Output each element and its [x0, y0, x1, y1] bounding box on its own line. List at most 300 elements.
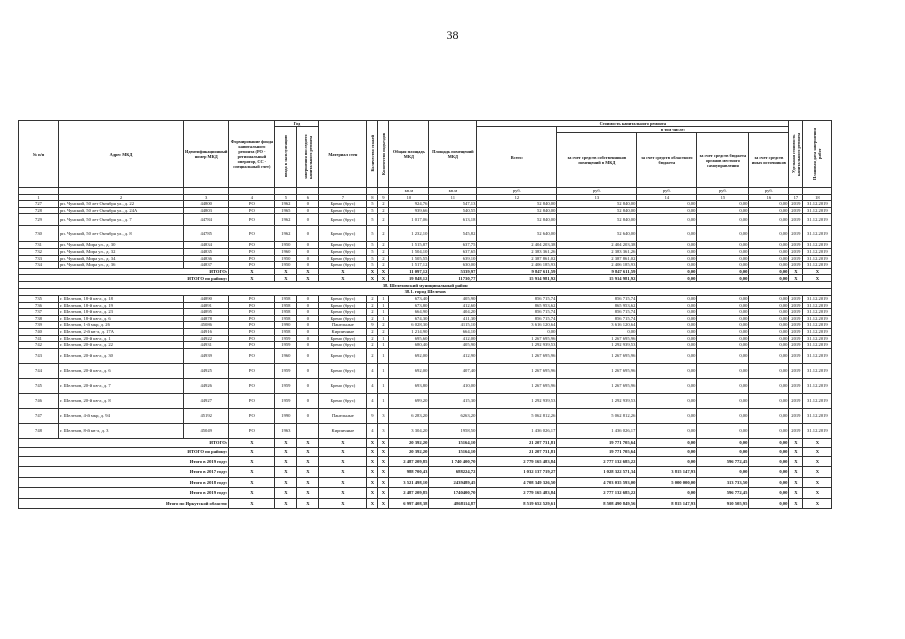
table-row	[19, 393, 832, 408]
table-cell: 0,00	[697, 226, 749, 242]
table-cell: X	[275, 438, 297, 447]
table-cell: X	[803, 456, 832, 467]
table-cell: 0,00	[637, 302, 697, 309]
table-cell: РО	[229, 295, 275, 302]
table-cell: 52 840,00	[477, 207, 557, 214]
table-cell: 0	[297, 214, 319, 226]
total-label: Итого в 2017 году:	[19, 467, 229, 478]
table-cell: 0	[297, 255, 319, 262]
table-cell: РО	[229, 255, 275, 262]
table-cell: г. Шелехов, 20-й кв-л, д. 6	[59, 363, 184, 378]
table-cell: 637,75	[429, 242, 477, 249]
table-cell: 1962	[275, 214, 297, 226]
table-cell: 1	[378, 302, 389, 309]
table-cell: 737	[19, 309, 59, 316]
table-cell: 0	[297, 226, 319, 242]
table-cell: 2	[367, 328, 378, 335]
table-cell: X	[229, 498, 275, 509]
column-number: 16	[749, 194, 789, 201]
table-cell: X	[378, 477, 389, 488]
table-cell: 2019	[789, 393, 803, 408]
table-cell: 0	[297, 262, 319, 269]
table-cell: X	[803, 447, 832, 456]
table-cell: 1960	[275, 348, 297, 363]
table-cell: 0,00	[637, 315, 697, 322]
table-cell: 0,00	[749, 488, 789, 499]
header-year-commission: ввода в эксплуатацию	[275, 127, 297, 188]
table-cell: X	[275, 488, 297, 499]
table-cell: г. Шелехов, 4-й мкр, д. 94	[59, 408, 184, 423]
table-cell: 2	[367, 348, 378, 363]
table-cell: 693,80	[389, 378, 429, 393]
table-cell: 2019	[789, 363, 803, 378]
table-cell: 3	[378, 423, 389, 438]
table-cell: 630,00	[429, 262, 477, 269]
table-cell: 2 779 165 483,84	[477, 488, 557, 499]
table-cell: 5 062 812,26	[557, 408, 637, 423]
table-cell: 0,00	[697, 322, 749, 329]
table-cell: рп. Чунский, Мира ул., д. 30	[59, 242, 184, 249]
table-cell: 1959	[275, 393, 297, 408]
table-cell: 15164,10	[429, 447, 477, 456]
table-cell: 2 383 361,26	[477, 248, 557, 255]
table-cell: Брено (брус)	[319, 342, 367, 349]
total-row	[19, 488, 832, 499]
table-cell: 733	[19, 255, 59, 262]
table-cell: г. Шелехов, 20-й кв-л, д. 8	[59, 393, 184, 408]
table-cell: 637,65	[429, 248, 477, 255]
table-row	[19, 242, 832, 249]
table-cell: Брено (брус)	[319, 295, 367, 302]
table-cell: X	[789, 456, 803, 467]
table-row	[19, 248, 832, 255]
table-cell: X	[367, 438, 378, 447]
table-cell: Брено (брус)	[319, 309, 367, 316]
table-cell: 2019	[789, 262, 803, 269]
table-cell: 31.12.2019	[803, 322, 832, 329]
table-cell: X	[319, 467, 367, 478]
table-cell: 1 028 322 571,34	[557, 467, 637, 478]
column-number: 1	[19, 194, 59, 201]
table-cell: 0,00	[697, 315, 749, 322]
table-cell: 2	[367, 295, 378, 302]
table-cell: 1 292 939,53	[477, 342, 557, 349]
table-cell: РО	[229, 378, 275, 393]
table-cell: РО	[229, 315, 275, 322]
table-cell: 2	[378, 226, 389, 242]
table-cell: 9	[367, 322, 378, 329]
table-cell: 0	[297, 408, 319, 423]
table-cell: 0,00	[477, 328, 557, 335]
table-cell: 19 848,12	[389, 275, 429, 282]
table-cell: 2019	[789, 315, 803, 322]
table-cell: 692,00	[389, 348, 429, 363]
table-cell: X	[803, 488, 832, 499]
column-number: 4	[229, 194, 275, 201]
table-cell: рп. Чунский, Мира ул., д. 36	[59, 262, 184, 269]
table-cell: 19 771 705,64	[557, 447, 637, 456]
table-cell: 1990	[275, 408, 297, 423]
table-cell: 44890	[184, 295, 229, 302]
table-cell: 2 777 132 685,22	[557, 456, 637, 467]
table-cell: 0,00	[697, 262, 749, 269]
table-cell: 0,00	[697, 393, 749, 408]
table-cell: X	[789, 477, 803, 488]
table-cell: 736	[19, 302, 59, 309]
table-cell: X	[297, 275, 319, 282]
unit-rub: руб.	[637, 188, 697, 195]
header-entrances: Количество подъездов	[378, 121, 389, 188]
table-cell: 0,00	[697, 242, 749, 249]
table-cell: 3 304,20	[389, 423, 429, 438]
total-row	[19, 447, 832, 456]
table-cell: 988 700,43	[389, 467, 429, 478]
table-cell: X	[275, 268, 297, 275]
table-cell: 0,00	[749, 255, 789, 262]
table-cell: 44922	[184, 335, 229, 342]
table-cell: Брено (брус)	[319, 255, 367, 262]
table-cell: 0	[297, 348, 319, 363]
table-cell: 547,13	[429, 201, 477, 208]
table-cell: 1 292 939,53	[557, 393, 637, 408]
table-cell: 52 640,00	[557, 226, 637, 242]
table-cell: 2019	[789, 201, 803, 208]
table-cell: X	[297, 498, 319, 509]
table-cell: X	[297, 456, 319, 467]
table-cell: 0,00	[637, 295, 697, 302]
header-year-last-repair: завершения последнего капитального ремонта	[297, 127, 319, 188]
total-label: Итого в 2019 году:	[19, 456, 229, 467]
section-row	[19, 282, 832, 289]
table-cell: 20 392,20	[389, 447, 429, 456]
table-cell: 1	[378, 393, 389, 408]
table-cell: 6263,20	[429, 408, 477, 423]
table-cell: рп. Чунский, Мира ул., д. 32	[59, 248, 184, 255]
table-cell: X	[275, 275, 297, 282]
header-year-group: Год	[275, 121, 319, 127]
table-cell: X	[229, 467, 275, 478]
table-cell: 545,82	[429, 226, 477, 242]
table-cell: рп. Чунский, 50 лет Октября ул., д. 8	[59, 226, 184, 242]
table-cell: 1 292 939,53	[557, 342, 637, 349]
table-cell: 5	[367, 248, 378, 255]
table-cell: 0,00	[637, 262, 697, 269]
table-cell: 2	[378, 322, 389, 329]
table-cell: 4 703 035 593,00	[557, 477, 637, 488]
table-cell: X	[319, 447, 367, 456]
table-cell: 664,90	[389, 309, 429, 316]
table-cell: 31.12.2019	[803, 363, 832, 378]
table-cell: 742	[19, 342, 59, 349]
table-row	[19, 348, 832, 363]
table-cell: 2	[378, 201, 389, 208]
table-cell: X	[378, 488, 389, 499]
table-cell: 1	[378, 378, 389, 393]
table-cell: 1959	[275, 342, 297, 349]
table-row	[19, 207, 832, 214]
table-cell: 45049	[184, 423, 229, 438]
page-number: 38	[446, 28, 459, 42]
table-cell: X	[789, 447, 803, 456]
column-number: 14	[637, 194, 697, 201]
table-cell: 1	[378, 363, 389, 378]
table-cell: 1 505,55	[389, 255, 429, 262]
table-cell: РО	[229, 393, 275, 408]
table-cell: 6 997 408,38	[389, 498, 429, 509]
table-cell: 0	[297, 242, 319, 249]
table-cell: РО	[229, 226, 275, 242]
table-cell: X	[789, 438, 803, 447]
table-cell: рп. Чунский, Мира ул., д. 34	[59, 255, 184, 262]
table-cell: 2019	[789, 242, 803, 249]
table-cell: 405,90	[429, 295, 477, 302]
table-cell: 0,00	[749, 363, 789, 378]
table-cell: 0,00	[697, 214, 749, 226]
table-cell: 2019	[789, 248, 803, 255]
table-cell: 0,00	[749, 393, 789, 408]
table-cell: 613,18	[429, 214, 477, 226]
header-other: за счет средств иных источников	[749, 133, 789, 188]
table-cell: 688224,72	[429, 467, 477, 478]
table-cell: 728	[19, 207, 59, 214]
table-cell: X	[378, 456, 389, 467]
table-cell: 412,60	[429, 302, 477, 309]
table-cell: 0,00	[749, 378, 789, 393]
table-row	[19, 262, 832, 269]
table-cell: 1959	[275, 335, 297, 342]
table-cell: 0,00	[637, 335, 697, 342]
table-cell: 0,00	[697, 342, 749, 349]
table-cell: 0,00	[637, 438, 697, 447]
total-label: ИТОГО:	[19, 438, 229, 447]
table-cell: 0,00	[637, 447, 697, 456]
table-cell: Брено (брус)	[319, 226, 367, 242]
table-cell: Брено (брус)	[319, 315, 367, 322]
table-cell: рп. Чунский, 50 лет Октября ул., д. 22	[59, 201, 184, 208]
table-cell: 0,00	[697, 467, 749, 478]
table-cell: 1 267 695,96	[477, 335, 557, 342]
unit-area: кв.м	[429, 188, 477, 195]
table-cell: 44800	[184, 201, 229, 208]
total-label: Итого в 2018 году:	[19, 477, 229, 488]
table-cell: 856 715,74	[557, 315, 637, 322]
table-cell: 0,00	[749, 275, 789, 282]
table-cell: 31.12.2019	[803, 242, 832, 249]
table-cell: 0,00	[637, 255, 697, 262]
table-cell: 1	[378, 309, 389, 316]
unit-area: кв.м	[389, 188, 429, 195]
table-cell: X	[275, 477, 297, 488]
table-cell: г. Шелехов, 20-й кв-л, д. 30	[59, 348, 184, 363]
table-cell: 939,66	[389, 207, 429, 214]
table-cell: РО	[229, 408, 275, 423]
table-cell: 865 953,62	[557, 302, 637, 309]
total-row	[19, 477, 832, 488]
table-cell: X	[378, 467, 389, 478]
table-cell: Кирпичные	[319, 423, 367, 438]
table-cell: 0	[297, 342, 319, 349]
table-cell: 730	[19, 226, 59, 242]
table-cell: 31.12.2019	[803, 295, 832, 302]
table-cell: 0,00	[749, 335, 789, 342]
table-cell: Брено (брус)	[319, 348, 367, 363]
table-cell: 1	[378, 295, 389, 302]
table-cell: 2439489,45	[429, 477, 477, 488]
table-cell: 0,00	[749, 322, 789, 329]
table-cell: 0,00	[697, 248, 749, 255]
table-cell: Брено (брус)	[319, 393, 367, 408]
table-cell: 0,00	[557, 328, 637, 335]
table-cell: 0,00	[637, 363, 697, 378]
header-incl: в том числе:	[557, 127, 789, 133]
table-cell: РО	[229, 322, 275, 329]
table-cell: 44835	[184, 248, 229, 255]
table-cell: Кирпичные	[319, 328, 367, 335]
header-floors: Количество этажей	[367, 121, 378, 188]
table-cell: 1 436 026,17	[477, 423, 557, 438]
table-cell: 2019	[789, 348, 803, 363]
table-cell: 0,00	[637, 456, 697, 467]
table-cell: 313 733,50	[697, 477, 749, 488]
table-cell: 3	[378, 408, 389, 423]
table-cell: X	[367, 488, 378, 499]
table-cell: 0,00	[697, 408, 749, 423]
table-cell: 0,00	[637, 488, 697, 499]
table-cell: 865 953,62	[477, 302, 557, 309]
table-cell: 0,00	[637, 408, 697, 423]
table-cell: Брено (брус)	[319, 335, 367, 342]
table-cell: 910 505,95	[697, 498, 749, 509]
table-cell: 405,90	[429, 342, 477, 349]
table-cell: 856 715,74	[477, 309, 557, 316]
table-cell: 4	[367, 378, 378, 393]
table-cell: 44916	[184, 328, 229, 335]
table-cell: X	[319, 488, 367, 499]
table-cell: 4868114,87	[429, 498, 477, 509]
table-cell: 699,20	[389, 393, 429, 408]
table-cell: 0,00	[697, 275, 749, 282]
subsection-title: 38.1. город Шелехов	[19, 289, 832, 296]
header-cost-group: Стоимость капитального ремонта	[477, 121, 789, 127]
table-row	[19, 408, 832, 423]
table-cell: 1950	[275, 255, 297, 262]
column-number: 12	[477, 194, 557, 201]
table-cell: 0,00	[697, 348, 749, 363]
table-cell: 0,00	[749, 309, 789, 316]
table-cell: 4	[367, 363, 378, 378]
column-number: 18	[803, 194, 832, 201]
table-cell: 0,00	[697, 328, 749, 335]
table-cell: 5	[367, 226, 378, 242]
table-cell: 0,00	[749, 467, 789, 478]
table-cell: 673,40	[389, 295, 429, 302]
table-cell: 31.12.2019	[803, 309, 832, 316]
table-cell: Брено (брус)	[319, 248, 367, 255]
table-cell: 44836	[184, 255, 229, 262]
table-cell: 415,30	[429, 393, 477, 408]
table-cell: 734	[19, 262, 59, 269]
table-cell: X	[378, 438, 389, 447]
table-cell: 0,00	[749, 295, 789, 302]
table-cell: X	[367, 268, 378, 275]
table-cell: 2	[367, 315, 378, 322]
table-cell: РО	[229, 302, 275, 309]
table-cell: 2	[378, 214, 389, 226]
table-cell: 856 715,74	[557, 295, 637, 302]
table-cell: 664,10	[429, 328, 477, 335]
table-cell: X	[319, 477, 367, 488]
table-cell: 44803	[184, 207, 229, 214]
header-total-area: Общая площадь МКД	[389, 121, 429, 188]
table-cell: 0,00	[697, 201, 749, 208]
table-cell: 1 214,90	[389, 328, 429, 335]
table-cell: 0	[297, 295, 319, 302]
table-cell: 11730,77	[429, 275, 477, 282]
table-cell: Брено (брус)	[319, 262, 367, 269]
table-cell: 1959	[275, 378, 297, 393]
table-cell: 0	[297, 315, 319, 322]
table-cell: 21 207 731,81	[477, 447, 557, 456]
table-cell: 0,00	[697, 207, 749, 214]
table-cell: 6 028,30	[389, 322, 429, 329]
table-cell: 52 640,00	[477, 226, 557, 242]
table-cell: 0	[297, 378, 319, 393]
table-cell: 2019	[789, 378, 803, 393]
table-cell: г. Шелехов, 20-й кв-л, д. 1	[59, 335, 184, 342]
table-cell: 741	[19, 335, 59, 342]
table-cell: 0	[297, 322, 319, 329]
table-cell: X	[275, 447, 297, 456]
table-row	[19, 363, 832, 378]
table-cell: 9	[367, 408, 378, 423]
table-cell: X	[297, 488, 319, 499]
table-cell: 2019	[789, 408, 803, 423]
table-cell: 0,00	[697, 302, 749, 309]
table-cell: X	[319, 456, 367, 467]
section-title: 38. Шелеховский муниципальный район	[19, 282, 832, 289]
table-cell: X	[803, 498, 832, 509]
table-cell: 44878	[184, 315, 229, 322]
table-cell: X	[803, 477, 832, 488]
table-cell: X	[229, 488, 275, 499]
table-cell: рп. Чунский, 50 лет Октября ул., д. 7	[59, 214, 184, 226]
table-cell: РО	[229, 342, 275, 349]
table-cell: 1	[378, 335, 389, 342]
table-cell: 2 487 209,85	[389, 456, 429, 467]
table-cell: 5	[367, 201, 378, 208]
table-cell: 2 406 185,93	[557, 262, 637, 269]
table-cell: 0,00	[637, 201, 697, 208]
table-cell: 0,00	[697, 363, 749, 378]
table-cell: X	[367, 456, 378, 467]
table-cell: X	[297, 467, 319, 478]
table-cell: 0	[297, 328, 319, 335]
table-cell: 1958,50	[429, 423, 477, 438]
column-number-row	[19, 194, 832, 201]
table-cell: РО	[229, 248, 275, 255]
table-cell: 1962	[275, 226, 297, 242]
table-cell: 0,00	[697, 447, 749, 456]
table-cell: 31.12.2019	[803, 255, 832, 262]
table-cell: 1958	[275, 328, 297, 335]
table-cell: г. Шелехов, 1-й мкр, д. 26	[59, 322, 184, 329]
table-cell: X	[803, 438, 832, 447]
table-cell: РО	[229, 335, 275, 342]
table-cell: 743	[19, 348, 59, 363]
table-cell: 856 715,74	[557, 309, 637, 316]
capital-repair-table	[18, 120, 832, 509]
table-cell: 0	[297, 248, 319, 255]
